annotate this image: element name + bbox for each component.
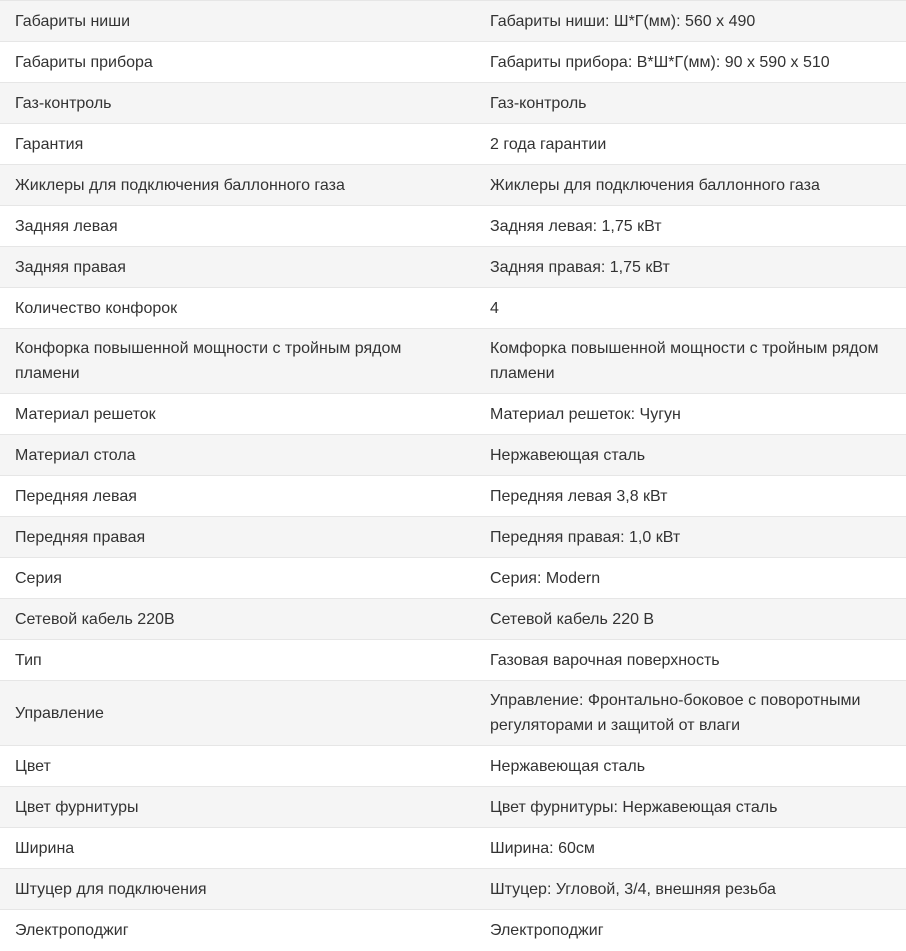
spec-name: Серия [15,569,62,587]
table-row [0,394,906,435]
spec-value: Задняя левая: 1,75 кВт [490,217,662,235]
spec-name: Жиклеры для подключения баллонного газа [15,176,345,194]
spec-name: Задняя левая [15,217,118,235]
spec-value: Габариты прибора: В*Ш*Г(мм): 90 x 590 x 510 [490,53,830,71]
table-row [0,83,906,124]
spec-name: Гарантия [15,135,84,153]
spec-value: Нержавеющая сталь [490,446,646,464]
table-row [0,288,906,329]
spec-value: 2 года гарантии [490,135,607,153]
spec-value: Жиклеры для подключения баллонного газа [490,176,820,194]
spec-name: Задняя правая [15,258,126,276]
spec-name: Передняя правая [15,528,146,546]
spec-value: Штуцер: Угловой, 3/4, внешняя резьба [490,880,776,898]
spec-value: Ширина: 60см [490,839,595,857]
spec-name: Цвет [15,757,51,775]
table-row [0,329,906,394]
table-row [0,869,906,910]
spec-name: Материал стола [15,446,136,464]
table-row [0,746,906,787]
table-row [0,599,906,640]
table-row [0,476,906,517]
spec-value: Передняя правая: 1,0 кВт [490,528,681,546]
spec-value: Комфорка повышенной мощности с тройным рядом пламени [490,340,879,382]
spec-name: Электроподжиг [15,921,129,939]
spec-value: Газ-контроль [490,94,587,112]
spec-name: Ширина [15,839,75,857]
table-row [0,124,906,165]
spec-name: Тип [15,651,42,669]
table-row [0,787,906,828]
spec-name: Сетевой кабель 220В [15,610,175,628]
spec-name: Конфорка повышенной мощности с тройным рядом пламени [15,340,402,382]
spec-name: Количество конфорок [15,299,178,317]
table-row [0,828,906,869]
table-row [0,1,906,42]
spec-name: Штуцер для подключения [15,880,207,898]
table-row [0,640,906,681]
specs-table-body [0,1,906,951]
spec-value: Материал решеток: Чугун [490,405,681,423]
table-row [0,517,906,558]
spec-value: 4 [490,299,499,317]
table-row [0,42,906,83]
table-row [0,558,906,599]
table-row [0,435,906,476]
spec-value: Газовая варочная поверхность [490,651,720,669]
spec-value: Нержавеющая сталь [490,757,646,775]
table-row [0,206,906,247]
spec-value: Передняя левая 3,8 кВт [490,487,668,505]
spec-name: Цвет фурнитуры [15,798,139,816]
spec-value: Управление: Фронтально-боковое с поворотными регуляторами и защитой от влаги [490,692,861,734]
spec-value: Сетевой кабель 220 В [490,610,655,628]
spec-value: Электроподжиг [490,921,604,939]
spec-value: Серия: Modern [490,569,601,587]
spec-value: Габариты ниши: Ш*Г(мм): 560 x 490 [490,12,756,30]
table-row [0,910,906,951]
spec-name: Управление [15,704,104,722]
table-row [0,247,906,288]
spec-value: Цвет фурнитуры: Нержавеющая сталь [490,798,778,816]
spec-name: Передняя левая [15,487,137,505]
spec-value: Задняя правая: 1,75 кВт [490,258,670,276]
table-row [0,681,906,746]
spec-name: Материал решеток [15,405,156,423]
spec-name: Газ-контроль [15,94,112,112]
spec-name: Габариты прибора [15,53,153,71]
table-row [0,165,906,206]
spec-name: Габариты ниши [15,12,131,30]
